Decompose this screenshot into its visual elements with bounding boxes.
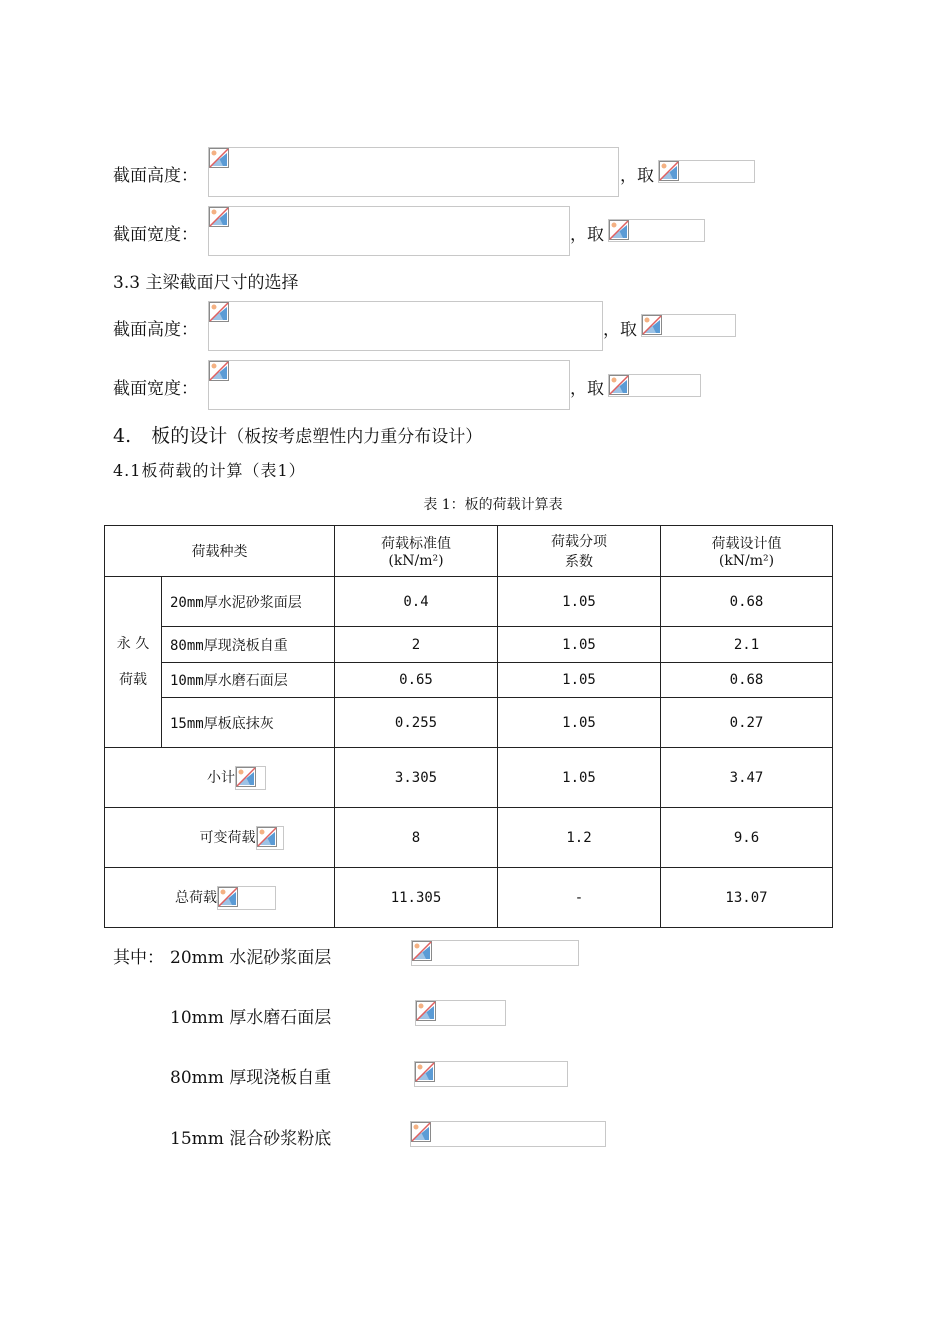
value-image-1 xyxy=(658,160,755,183)
row-factor: 1.05 xyxy=(498,663,661,698)
broken-image-icon xyxy=(209,302,229,322)
note-item-2: 10mm 厚水磨石面层 xyxy=(170,1008,332,1028)
header-factor xyxy=(498,526,661,577)
table-row xyxy=(105,627,833,663)
formula-image-2 xyxy=(208,206,570,256)
formula-image xyxy=(235,766,266,790)
header-factor-label-2: 系数 xyxy=(565,554,593,570)
broken-image-icon xyxy=(609,220,629,240)
take-label-1: ，取 xyxy=(620,166,654,186)
value-image-4 xyxy=(608,374,701,397)
take-label-4: ，取 xyxy=(570,379,604,399)
note-image-3 xyxy=(414,1061,568,1087)
permanent-load-label-2: 荷载 xyxy=(119,672,147,688)
total-name: 总荷载 xyxy=(175,889,217,906)
variable-factor: 1.2 xyxy=(498,808,661,868)
heading-4 xyxy=(113,421,482,448)
subtotal-row xyxy=(105,748,833,808)
header-design-label: 荷载设计值 xyxy=(711,536,782,552)
row-factor: 1.05 xyxy=(498,577,661,627)
row-standard: 0.255 xyxy=(335,698,498,748)
formula-image-1 xyxy=(208,147,619,197)
heading-4-note: （板按考虑塑性内力重分布设计） xyxy=(227,427,483,447)
take-label-3: ，取 xyxy=(603,320,637,340)
broken-image-icon xyxy=(659,161,679,181)
take-label-2: ，取 xyxy=(570,225,604,245)
row-standard: 0.65 xyxy=(335,663,498,698)
note-image-2 xyxy=(415,1000,506,1026)
broken-image-icon xyxy=(218,887,238,907)
row-design: 2.1 xyxy=(661,627,833,663)
broken-image-icon xyxy=(642,315,662,335)
subtotal-standard: 3.305 xyxy=(335,748,498,808)
value-image-2 xyxy=(608,219,705,242)
broken-image-icon xyxy=(257,827,277,847)
total-name-cell xyxy=(105,868,335,928)
section-width-label-2: 截面宽度： xyxy=(113,379,198,399)
row-standard: 2 xyxy=(335,627,498,663)
total-row xyxy=(105,868,833,928)
heading-4-number: 4. xyxy=(113,425,132,447)
broken-image-icon xyxy=(609,375,629,395)
formula-image xyxy=(256,826,284,850)
header-standard-unit: (kN/m²) xyxy=(388,553,444,569)
broken-image-icon xyxy=(416,1001,436,1021)
table-row xyxy=(105,698,833,748)
table-caption: 表 1：板的荷载计算表 xyxy=(423,497,563,513)
variable-standard: 8 xyxy=(335,808,498,868)
note-item-3: 80mm 厚现浇板自重 xyxy=(170,1068,332,1088)
header-load-type: 荷载种类 xyxy=(105,526,335,577)
load-table xyxy=(104,525,833,928)
header-design-unit: (kN/m²) xyxy=(718,553,775,569)
section-width-label-1: 截面宽度： xyxy=(113,225,198,245)
row-standard: 0.4 xyxy=(335,577,498,627)
broken-image-icon xyxy=(209,361,229,381)
row-name: 20mm厚水泥砂浆面层 xyxy=(162,577,335,627)
heading-4-title: 板的设计 xyxy=(151,425,228,447)
table-row xyxy=(105,663,833,698)
section-height-label-2: 截面高度： xyxy=(113,320,198,340)
note-item-1: 20mm 水泥砂浆面层 xyxy=(170,948,332,968)
heading-4-1: 4.1板荷载的计算（表1） xyxy=(113,461,306,480)
permanent-load-label-1: 永 久 xyxy=(116,636,150,652)
note-item-4: 15mm 混合砂浆粉底 xyxy=(170,1129,332,1149)
row-factor: 1.05 xyxy=(498,627,661,663)
row-factor: 1.05 xyxy=(498,698,661,748)
header-standard-label: 荷载标准值 xyxy=(381,536,451,552)
broken-image-icon xyxy=(209,207,229,227)
subtotal-name-cell xyxy=(105,748,335,808)
broken-image-icon xyxy=(411,1122,431,1142)
header-factor-label: 荷载分项 xyxy=(551,534,607,550)
row-design: 0.27 xyxy=(661,698,833,748)
note-image-4 xyxy=(410,1121,606,1147)
heading-3-3: 3.3 主梁截面尺寸的选择 xyxy=(113,273,299,293)
row-design: 0.68 xyxy=(661,577,833,627)
row-name: 15mm厚板底抹灰 xyxy=(162,698,335,748)
total-standard: 11.305 xyxy=(335,868,498,928)
subtotal-factor: 1.05 xyxy=(498,748,661,808)
section-height-label-1: 截面高度： xyxy=(113,166,198,186)
broken-image-icon xyxy=(209,148,229,168)
table-row xyxy=(105,577,833,627)
broken-image-icon xyxy=(415,1062,435,1082)
variable-name: 可变荷载 xyxy=(199,829,256,846)
formula-image xyxy=(217,886,276,910)
broken-image-icon xyxy=(412,941,432,961)
notes-prefix: 其中： xyxy=(113,948,164,968)
row-design: 0.68 xyxy=(661,663,833,698)
header-standard xyxy=(335,526,498,577)
table-header-row xyxy=(105,526,833,577)
variable-row xyxy=(105,808,833,868)
value-image-3 xyxy=(641,314,736,337)
row-name: 80mm厚现浇板自重 xyxy=(162,627,335,663)
row-name: 10mm厚水磨石面层 xyxy=(162,663,335,698)
subtotal-design: 3.47 xyxy=(661,748,833,808)
total-design: 13.07 xyxy=(661,868,833,928)
permanent-load-label xyxy=(105,577,162,748)
variable-design: 9.6 xyxy=(661,808,833,868)
formula-image-4 xyxy=(208,360,570,410)
variable-name-cell xyxy=(105,808,335,868)
total-factor: - xyxy=(498,868,661,928)
note-image-1 xyxy=(411,940,579,966)
broken-image-icon xyxy=(236,767,256,787)
formula-image-3 xyxy=(208,301,603,351)
header-design xyxy=(661,526,833,577)
subtotal-name: 小计 xyxy=(207,769,235,786)
